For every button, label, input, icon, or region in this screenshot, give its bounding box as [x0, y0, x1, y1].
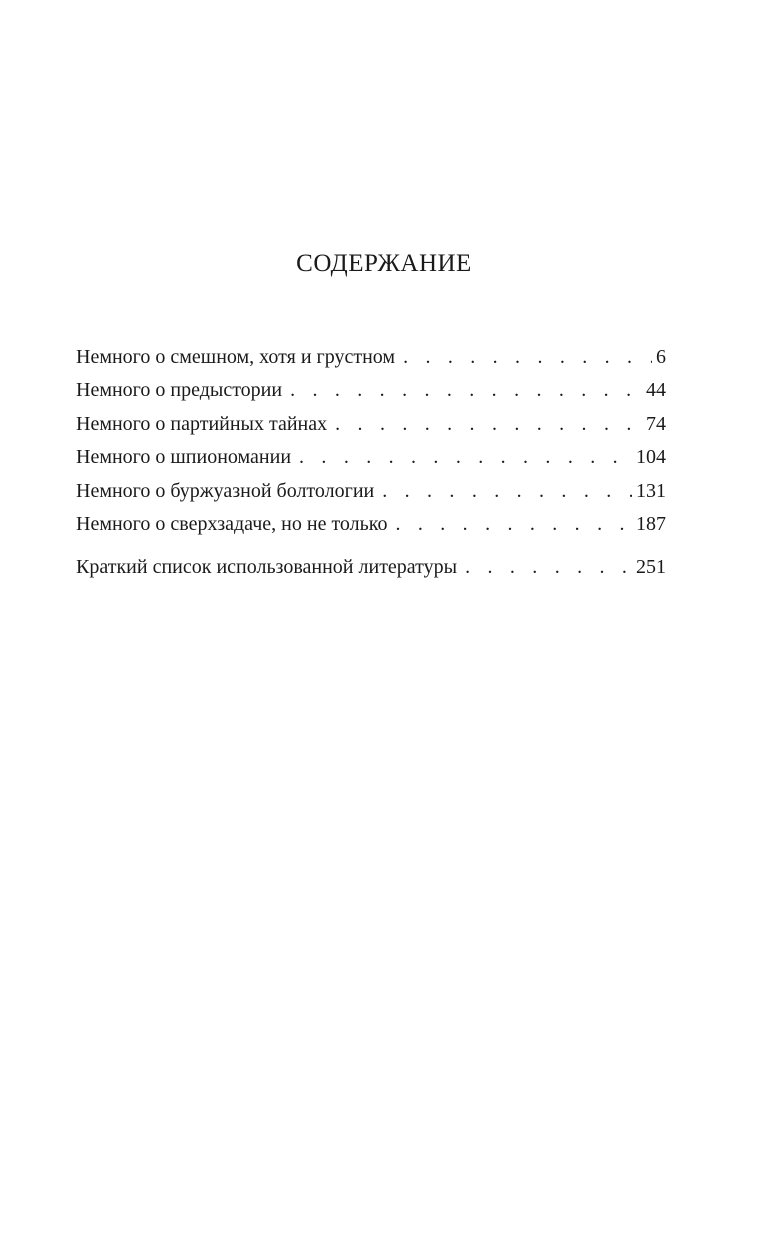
toc-entry-page: 6 [656, 346, 666, 368]
toc-entry-page: 74 [646, 412, 666, 435]
toc-entry [76, 375, 666, 408]
toc-entry-page: 251 [636, 556, 666, 579]
toc-dot-leader [465, 552, 632, 582]
toc-entry-label: Немного о предыстории [76, 379, 283, 402]
toc-list [76, 342, 666, 586]
toc-dot-leader [382, 476, 632, 506]
toc-dot-leader [403, 342, 652, 372]
toc-entry-page: 187 [636, 512, 666, 535]
toc-entry-page: 104 [636, 446, 666, 469]
toc-title: СОДЕРЖАНИЕ [296, 250, 472, 277]
toc-entry-label: Немного о смешном, хотя и грустном [76, 346, 396, 368]
toc-entry [76, 409, 666, 442]
toc-entry [76, 509, 666, 542]
toc-entry [76, 442, 666, 475]
toc-dot-leader [290, 375, 642, 405]
toc-entry-label: Немного о сверхзадаче, но не только [76, 512, 388, 535]
toc-entry-label: Немного о партийных тайнах [76, 412, 328, 435]
toc-entry [76, 342, 666, 375]
toc-entry-label: Немного о шпиономании [76, 446, 292, 469]
toc-entry [76, 476, 666, 509]
toc-entry [76, 552, 666, 585]
toc-dot-leader [395, 509, 632, 539]
toc-entry-label: Немного о буржуазной болтологии [76, 479, 375, 502]
toc-dot-leader [299, 442, 632, 472]
toc-entry-page: 44 [646, 379, 666, 402]
toc-entry-page: 131 [636, 479, 666, 502]
toc-dot-leader [335, 409, 642, 439]
toc-entry-label: Краткий список использованной литературы [76, 556, 458, 579]
